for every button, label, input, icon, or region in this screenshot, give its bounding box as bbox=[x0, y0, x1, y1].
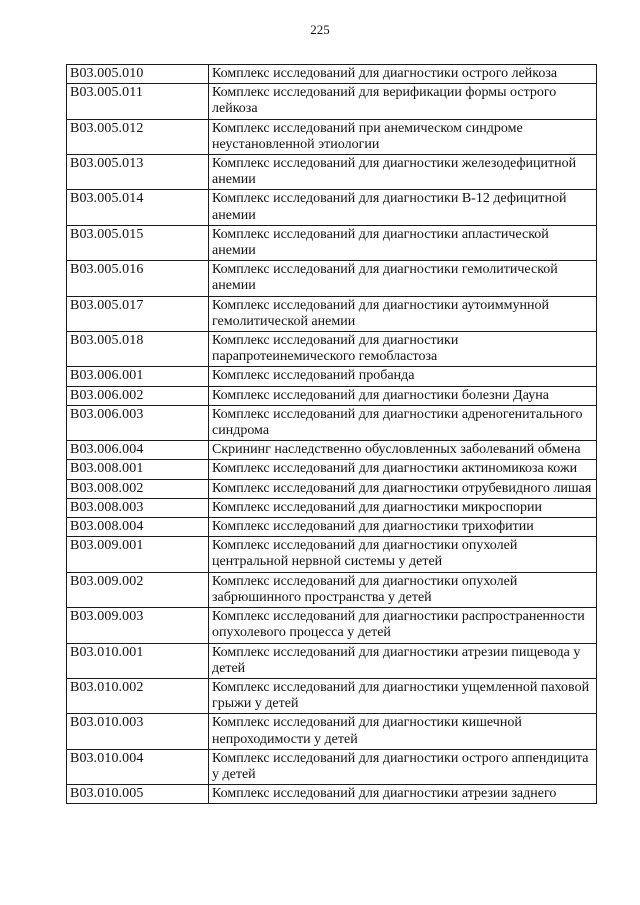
service-code-cell: B03.010.002 bbox=[67, 678, 209, 713]
service-description-cell: Комплекс исследований для диагностики В-12 дефицитной анемии bbox=[209, 190, 597, 225]
service-code-cell: B03.010.005 bbox=[67, 785, 209, 804]
table-row bbox=[67, 155, 597, 190]
table-row bbox=[67, 386, 597, 405]
service-code-cell: B03.006.001 bbox=[67, 367, 209, 386]
table-row bbox=[67, 678, 597, 713]
table-row bbox=[67, 119, 597, 154]
service-description-cell: Комплекс исследований для диагностики опухолей центральной нервной системы у детей bbox=[209, 537, 597, 572]
table-row bbox=[67, 643, 597, 678]
service-code-cell: B03.005.015 bbox=[67, 225, 209, 260]
service-description-cell: Комплекс исследований для диагностики аутоиммунной гемолитической анемии bbox=[209, 296, 597, 331]
service-description-cell: Комплекс исследований пробанда bbox=[209, 367, 597, 386]
service-description-cell: Комплекс исследований для верификации формы острого лейкоза bbox=[209, 84, 597, 119]
service-code-cell: B03.006.003 bbox=[67, 405, 209, 440]
service-description-cell: Комплекс исследований для диагностики атрезии пищевода у детей bbox=[209, 643, 597, 678]
table-row bbox=[67, 518, 597, 537]
service-code-cell: B03.005.016 bbox=[67, 261, 209, 296]
service-code-cell: B03.009.003 bbox=[67, 608, 209, 643]
table-row bbox=[67, 367, 597, 386]
table-row bbox=[67, 65, 597, 84]
service-code-cell: B03.010.001 bbox=[67, 643, 209, 678]
service-description-cell: Комплекс исследований для диагностики кишечной непроходимости у детей bbox=[209, 714, 597, 749]
service-description-cell: Комплекс исследований для диагностики болезни Дауна bbox=[209, 386, 597, 405]
service-description-cell: Комплекс исследований для диагностики адреногенитального синдрома bbox=[209, 405, 597, 440]
table-row bbox=[67, 84, 597, 119]
service-description-cell: Комплекс исследований для диагностики железодефицитной анемии bbox=[209, 155, 597, 190]
table-row bbox=[67, 190, 597, 225]
service-description-cell: Скрининг наследственно обусловленных заболеваний обмена bbox=[209, 441, 597, 460]
table-row bbox=[67, 714, 597, 749]
service-code-table bbox=[66, 64, 597, 804]
service-description-cell: Комплекс исследований для диагностики атрезии заднего bbox=[209, 785, 597, 804]
service-description-cell: Комплекс исследований для диагностики трихофитии bbox=[209, 518, 597, 537]
table-row bbox=[67, 332, 597, 367]
table-row bbox=[67, 785, 597, 804]
table-row bbox=[67, 608, 597, 643]
service-code-cell: B03.009.001 bbox=[67, 537, 209, 572]
service-code-cell: B03.008.003 bbox=[67, 498, 209, 517]
table-row bbox=[67, 572, 597, 607]
service-description-cell: Комплекс исследований для диагностики опухолей забрюшинного пространства у детей bbox=[209, 572, 597, 607]
table-row bbox=[67, 460, 597, 479]
service-code-cell: B03.009.002 bbox=[67, 572, 209, 607]
service-description-cell: Комплекс исследований для диагностики гемолитической анемии bbox=[209, 261, 597, 296]
service-code-cell: B03.005.017 bbox=[67, 296, 209, 331]
service-code-cell: B03.008.004 bbox=[67, 518, 209, 537]
table-row bbox=[67, 296, 597, 331]
service-description-cell: Комплекс исследований для диагностики распространенности опухолевого процесса у детей bbox=[209, 608, 597, 643]
page-number: 225 bbox=[310, 22, 330, 37]
table-body bbox=[67, 65, 597, 804]
table-row bbox=[67, 749, 597, 784]
service-code-cell: B03.010.003 bbox=[67, 714, 209, 749]
service-code-cell: B03.005.011 bbox=[67, 84, 209, 119]
table-row bbox=[67, 225, 597, 260]
table-row bbox=[67, 498, 597, 517]
service-code-cell: B03.005.012 bbox=[67, 119, 209, 154]
table-row bbox=[67, 261, 597, 296]
service-code-cell: B03.005.014 bbox=[67, 190, 209, 225]
service-code-cell: B03.006.002 bbox=[67, 386, 209, 405]
service-description-cell: Комплекс исследований для диагностики микроспории bbox=[209, 498, 597, 517]
service-code-cell: B03.008.001 bbox=[67, 460, 209, 479]
service-description-cell: Комплекс исследований для диагностики отрубевидного лишая bbox=[209, 479, 597, 498]
table-row bbox=[67, 479, 597, 498]
service-description-cell: Комплекс исследований для диагностики парапротеинемического гемобластоза bbox=[209, 332, 597, 367]
service-description-cell: Комплекс исследований для диагностики острого лейкоза bbox=[209, 65, 597, 84]
service-code-cell: B03.005.010 bbox=[67, 65, 209, 84]
service-code-cell: B03.006.004 bbox=[67, 441, 209, 460]
service-description-cell: Комплекс исследований для диагностики ущемленной паховой грыжи у детей bbox=[209, 678, 597, 713]
service-description-cell: Комплекс исследований для диагностики актиномикоза кожи bbox=[209, 460, 597, 479]
table-row bbox=[67, 537, 597, 572]
service-description-cell: Комплекс исследований при анемическом синдроме неустановленной этиологии bbox=[209, 119, 597, 154]
service-description-cell: Комплекс исследований для диагностики апластической анемии bbox=[209, 225, 597, 260]
table-row bbox=[67, 441, 597, 460]
service-code-cell: B03.010.004 bbox=[67, 749, 209, 784]
service-code-cell: B03.005.013 bbox=[67, 155, 209, 190]
table-row bbox=[67, 405, 597, 440]
service-description-cell: Комплекс исследований для диагностики острого аппендицита у детей bbox=[209, 749, 597, 784]
service-code-cell: B03.008.002 bbox=[67, 479, 209, 498]
service-code-cell: B03.005.018 bbox=[67, 332, 209, 367]
